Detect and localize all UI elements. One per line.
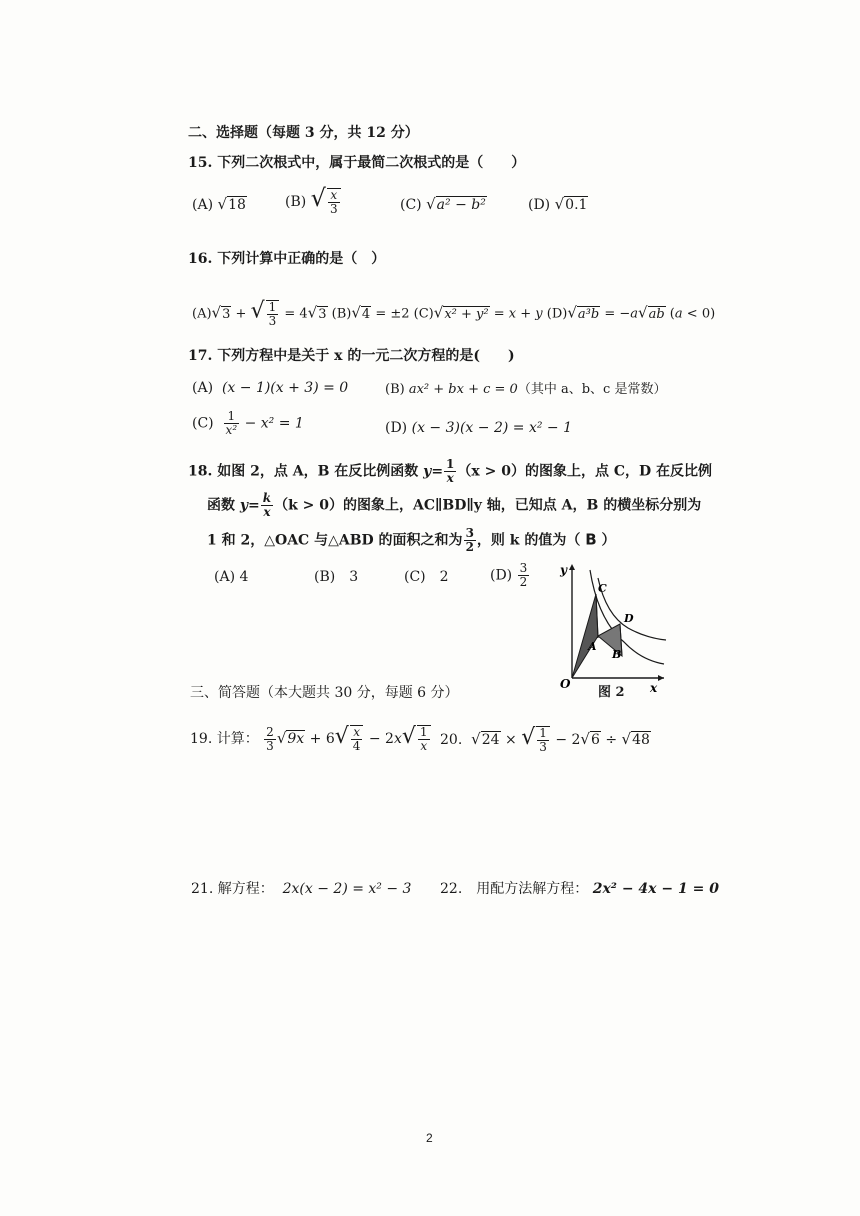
q18-option-d: (D) $\frac{3}{2}$ bbox=[490, 561, 528, 589]
question-19: 19. 计算： $\frac{2}{3}$ √9x + 6√ $\frac{x}{4}$ − 2x√ $\frac{1}{x}$ bbox=[190, 725, 432, 753]
question-18-line-3: 1 和 2，△OAC 与△ABD 的面积之和为 $\frac{3}{2}$ ，则 k 的值为（ B ） bbox=[207, 526, 616, 554]
q18-option-a: (A) 4 bbox=[214, 569, 249, 585]
question-18-line-1: 18. 如图 2，点 A，B 在反比例函数 y= $\frac{1}{x}$ （x > 0）的图象上，点 C，D 在反比例 bbox=[188, 457, 713, 485]
section-heading-choice: 二、选择题（每题 3 分，共 12 分） bbox=[188, 125, 419, 141]
y-axis-label: y bbox=[560, 563, 567, 577]
q17-option-c: (C) $\frac{1}{\text{x²}}$ − x² = 1 bbox=[192, 409, 304, 437]
q18-option-b: (B) 3 bbox=[314, 569, 359, 585]
point-a-label: A bbox=[588, 640, 597, 653]
q15-option-c: (C) √a² − b² bbox=[400, 195, 486, 213]
q15-option-a: (A) √18 bbox=[192, 195, 246, 213]
q16-options: (A)√3 + √ $\frac{1}{3}$ = 4√3 (B)√4 = ±2 (C)√x² + y² = x + y (D)√a³b = −a√ab (a < 0) bbox=[192, 298, 716, 328]
question-17-stem: 17. 下列方程中是关于 x 的一元二次方程的是( ) bbox=[188, 348, 515, 364]
question-20: 20. √24 × √ $\frac{1}{3}$ − 2√6 ÷ √48 bbox=[440, 725, 650, 754]
x-axis-label: x bbox=[650, 681, 658, 695]
q17-option-b: (B) ax² + bx + c = 0（其中 a、b、c 是常数） bbox=[385, 382, 667, 397]
q17-option-a: (A) (x − 1)(x + 3) = 0 bbox=[192, 380, 349, 396]
figure-2-graph bbox=[546, 560, 668, 700]
q18-option-c: (C) 2 bbox=[404, 569, 449, 585]
question-15-stem: 15. 下列二次根式中，属于最简二次根式的是（ ） bbox=[188, 155, 526, 171]
figure-caption: 图 2 bbox=[598, 685, 625, 700]
q15-option-d: (D) √0.1 bbox=[528, 195, 588, 213]
question-21: 21. 解方程： 2x(x − 2) = x² − 3 bbox=[191, 881, 412, 897]
triangle-OAC bbox=[572, 594, 598, 678]
question-18-line-2: 函数 y= $\frac{k}{x}$ （k > 0）的图象上，AC∥BD∥y 轴，已知点 A，B 的横坐标分别为 bbox=[207, 491, 702, 519]
page-number: 2 bbox=[426, 1131, 433, 1145]
section-heading-answer: 三、简答题（本大题共 30 分，每题 6 分） bbox=[190, 685, 459, 701]
point-c-label: C bbox=[598, 582, 607, 595]
q15-option-b: (B) √ $\frac{x}{3}$ bbox=[285, 188, 342, 216]
point-b-label: B bbox=[612, 648, 622, 661]
handwritten-answer: B bbox=[585, 530, 597, 549]
q17-option-d: (D) (x − 3)(x − 2) = x² − 1 bbox=[385, 420, 573, 436]
question-16-stem: 16. 下列计算中正确的是（ ） bbox=[188, 251, 386, 267]
question-22: 22. 用配方法解方程： 2x² − 4x − 1 = 0 bbox=[440, 881, 719, 897]
point-d-label: D bbox=[624, 612, 634, 625]
origin-label: O bbox=[560, 677, 571, 691]
